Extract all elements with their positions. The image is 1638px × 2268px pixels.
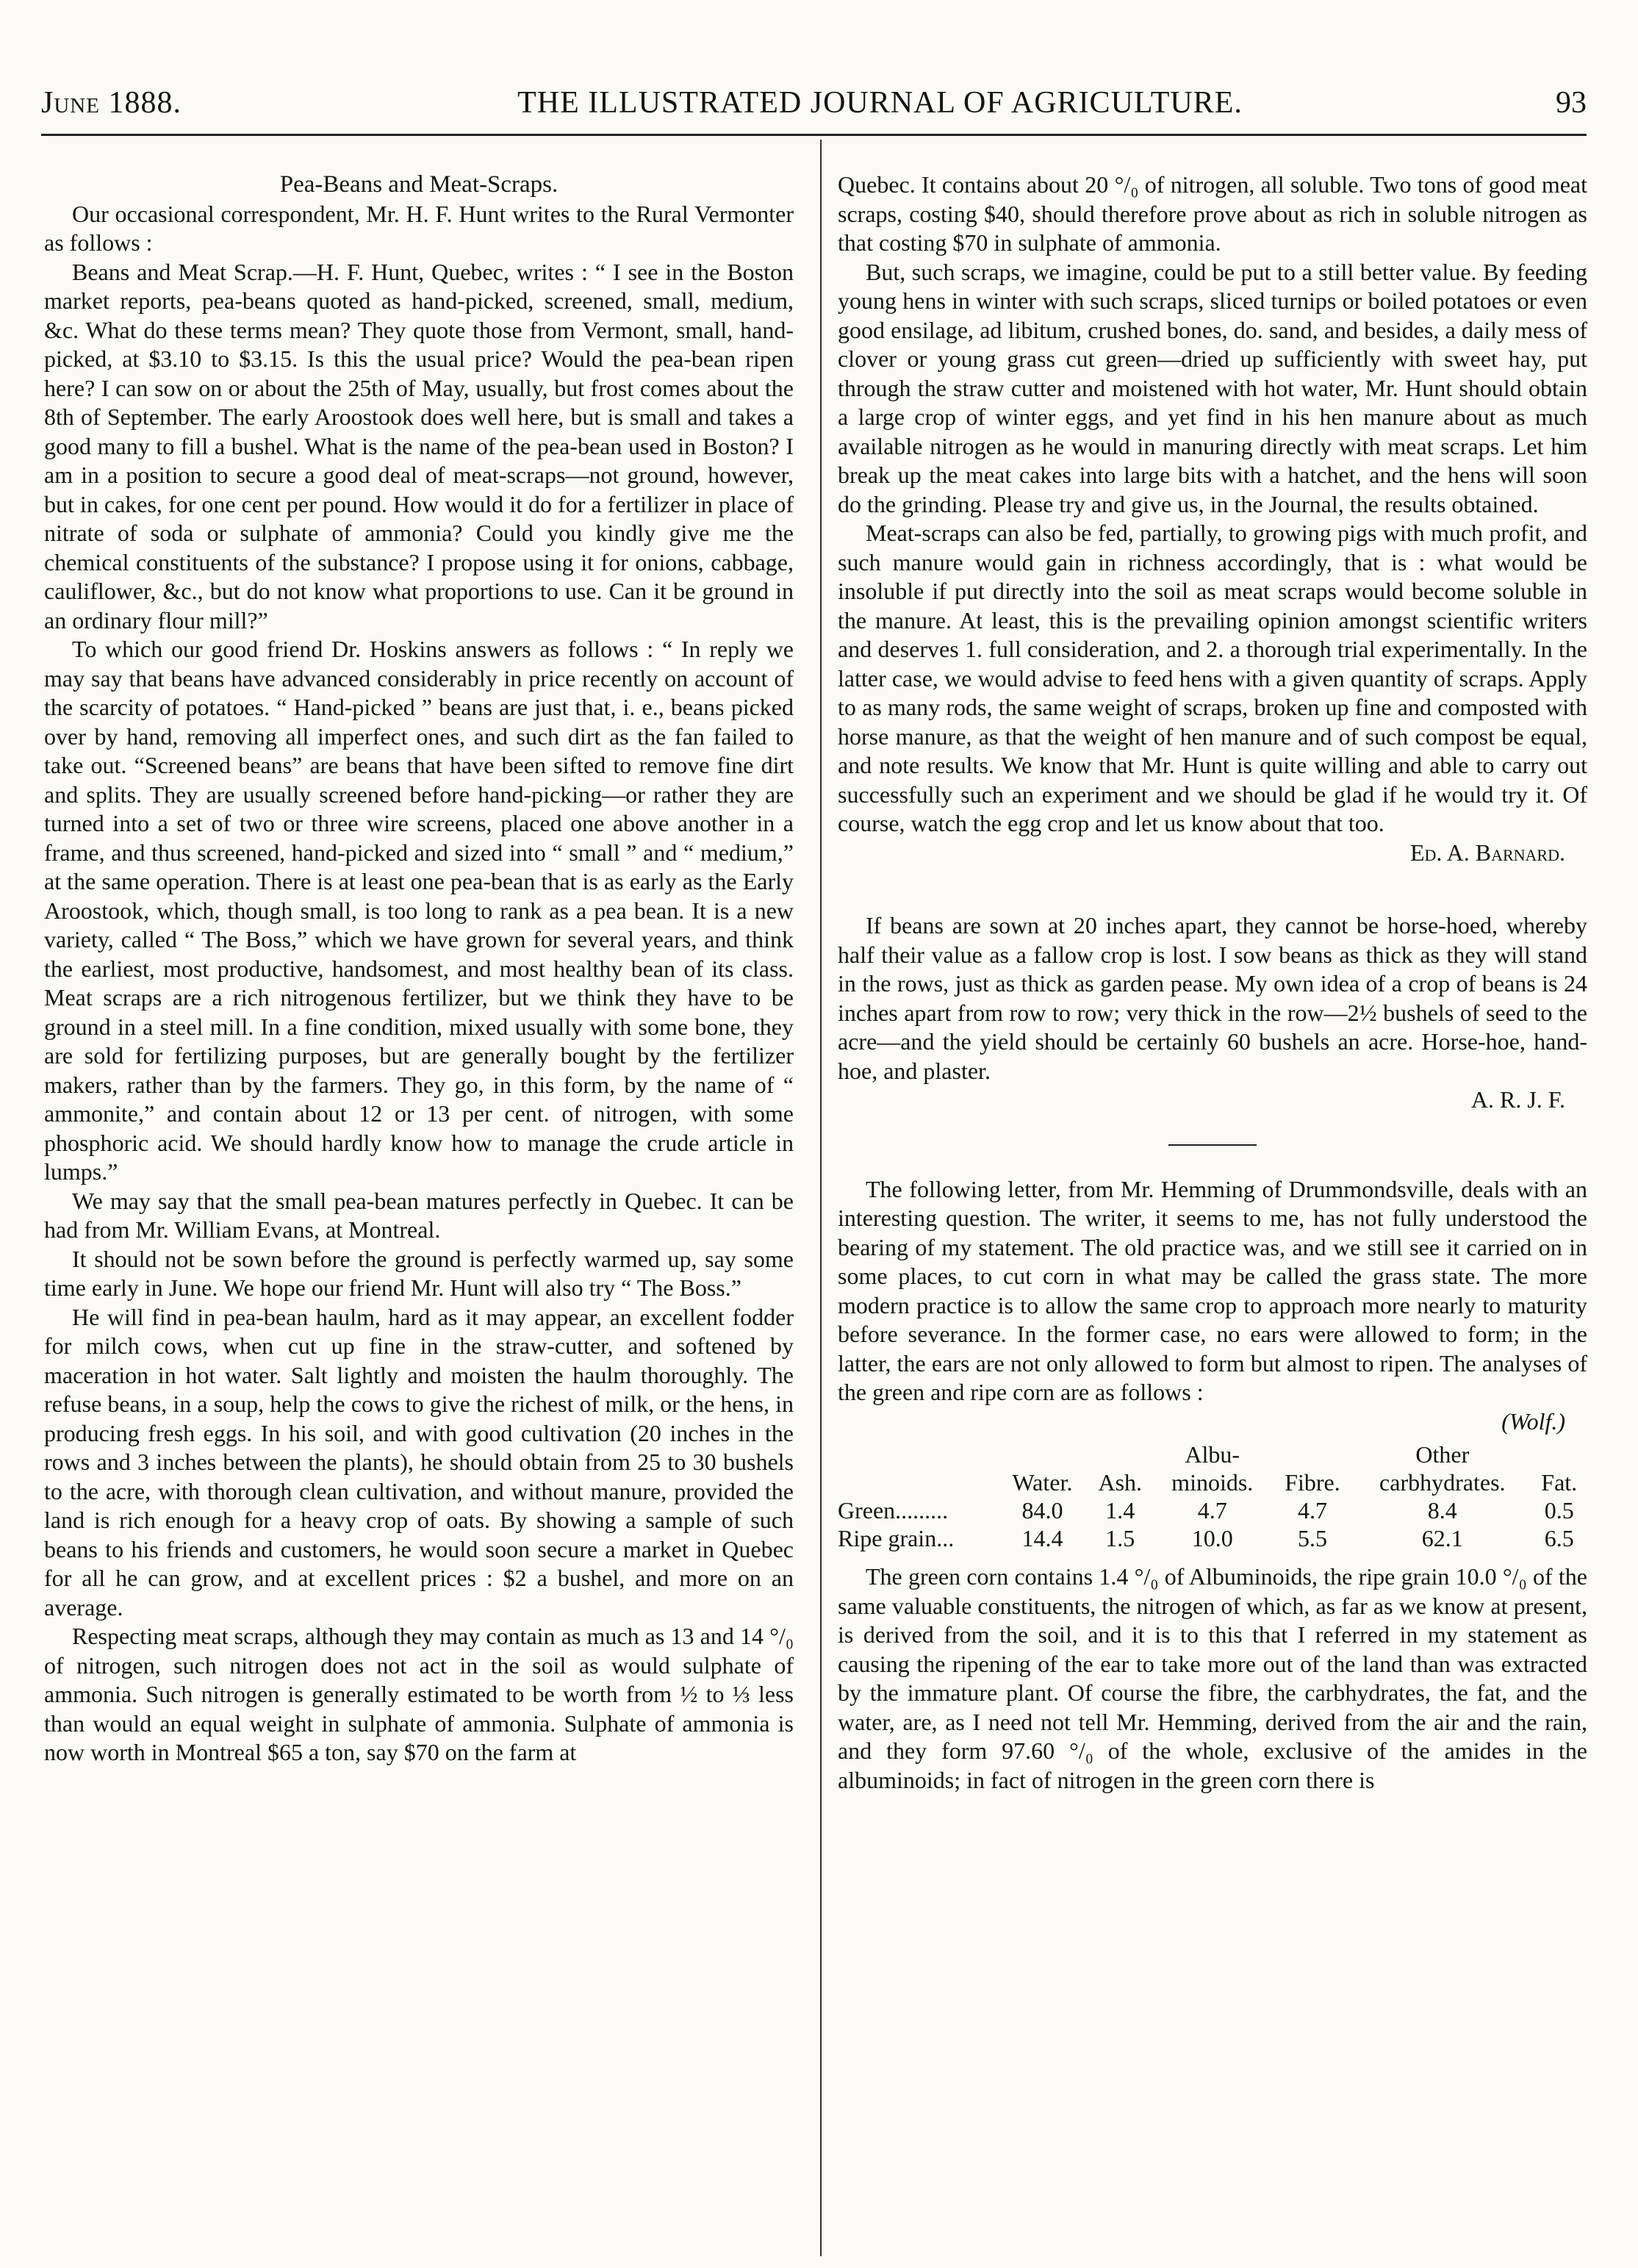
table-header-cell: carbhydrates. <box>1379 1469 1506 1496</box>
right-column <box>838 171 1587 1795</box>
left-paragraph: He will find in pea-bean haulm, hard as it may appear, an excellent fodder for milch cows, when cut up fine in the straw-cutter, and softened by maceration in hot water. Salt lightly and moisten the haulm thoroughly. The refuse beans, in a soup, help the cows to give the richest of milk, or the hens, in producing fresh eggs. In his soil, and with good cultivation (20 inches in the rows and 3 inches between the plants), he should obtain from 25 to 30 bushels to the acre, with thorough clean cultivation, and without manure, provided the land is rich enough for a heavy crop of oats. By showing a sample of such beans to his friends and customers, he would soon secure a market in Quebec for all he can grow, and at excellent prices : $2 a bushel, and more on an average. <box>44 1303 794 1621</box>
left-column <box>44 171 794 1768</box>
table-header-cell: Water. <box>1012 1469 1073 1496</box>
running-header <box>41 81 1587 125</box>
table-header-cell <box>1271 1440 1354 1468</box>
table-header-cell: Fat. <box>1541 1469 1578 1496</box>
section-rule <box>1168 1144 1257 1146</box>
right-paragraph: The green corn contains 1.4 °/₀ of Albuminoids, the ripe grain 10.0 °/₀ of the same valuable constituents, the nitrogen of which, as far as we know at present, is derived from the soil, and it is to this that I referred in my statement as causing the ripening of the ear to take more out of the land than was extracted by the immature plant. Of course the fibre, the carbhydrates, the fat, and the water, are, as I need not tell Mr. Hemming, derived from the air and the rain, and they form 97.60 °/₀ of the whole, exclusive of the amides in the albuminoids; in fact of nitrogen in the green corn there is <box>838 1563 1587 1793</box>
table-header <box>838 1468 1587 1496</box>
table-header-cell: minoids. <box>1171 1469 1254 1496</box>
table-cell: 14.4 <box>1021 1525 1063 1551</box>
header-date: June 1888. <box>41 86 182 120</box>
table-row <box>838 1496 1587 1524</box>
right-paragraph: Meat-scraps can also be fed, partially, to growing pigs with much profit, and such manure would gain in richness accordingly, that is : what would be insoluble if put directly into the soil as meat scraps would become soluble in the manure. At least, this is the prevailing opinion amongst scientific writers and deserves 1. full consideration, and 2. a thorough trial experimentally. In the latter case, we would advise to feed hens with a given quantity of scraps. Apply to as many rods, the same weight of scraps, broken up fine and composted with horse manure, as that the weight of hen manure and of such compost be equal, and note results. We know that Mr. Hunt is quite willing and able to carry out successfully such an experiment and we should be glad if he would try it. Of course, watch the egg crop and let us know about that too. <box>838 520 1587 836</box>
table-row <box>838 1524 1587 1552</box>
left-paragraph: Our occasional correspondent, Mr. H. F. Hunt writes to the Rural Vermonter as follows : <box>44 200 794 256</box>
table-header-cell <box>998 1440 1087 1468</box>
table-header-cell <box>1531 1440 1587 1468</box>
table-header-cell <box>1087 1440 1154 1468</box>
right-paragraph: The following letter, from Mr. Hemming of Drummondsville, deals with an interesting question. The writer, it seems to me, has not fully understood the bearing of my statement. The old practice was, and we still see it carried on in some places, to cut corn in what may be called the grass state. The more modern practice is to allow the same crop to approach more nearly to maturity before severance. In the former case, no ears were allowed to form; in the latter, the ears are not only allowed to form but almost to ripen. The analyses of the green and ripe corn are as follows : <box>838 1175 1587 1405</box>
table-cell: 4.7 <box>1297 1497 1327 1524</box>
table-cell: 0.5 <box>1544 1497 1574 1524</box>
table-header-cell <box>838 1440 998 1468</box>
table-cell: Ripe grain... <box>838 1525 955 1551</box>
table-header-cell: Other <box>1415 1441 1470 1468</box>
table-cell: 5.5 <box>1297 1525 1327 1551</box>
right-paragraph: If beans are sown at 20 inches apart, they cannot be horse-hoed, whereby half their value as a fallow crop is lost. I sow beans as thick as they will stand in the rows, just as thick as garden pease. My own idea of a crop of beans is 24 inches apart from row to row; very thick in the row—2½ bushels of seed to the acre—and the yield should be certainly 60 bushels an acre. Horse-hoe, hand-hoe, and plaster. <box>838 912 1587 1084</box>
right-paragraph: But, such scraps, we imagine, could be put to a still better value. By feeding young hens in winter with such scraps, sliced turnips or boiled potatoes or even good ensilage, ad libitum, crushed bones, do. sand, and besides, a daily mess of clover or young grass cut green—dried up sufficiently with sweet hay, put through the straw cutter and moistened with hot water, Mr. Hunt should obtain a large crop of winter eggs, and yet find in his hen manure about as much available nitrogen as he would in manuring directly with meat scraps. Let him break up the meat cakes into large bits with a hatchet, and the hens will soon do the grinding. Please try and give us, in the Journal, the results obtained. <box>838 258 1587 517</box>
page-number: 93 <box>1556 86 1587 120</box>
table-cell: 62.1 <box>1421 1525 1463 1551</box>
section-gap <box>838 867 1587 911</box>
article-title: Pea-Beans and Meat-Scraps. <box>279 171 558 198</box>
table-header-cell <box>838 1468 998 1496</box>
table-cell: 1.5 <box>1105 1525 1135 1551</box>
left-paragraph: To which our good friend Dr. Hoskins answers as follows : “ In reply we may say that beans have advanced considerably in price recently on account of the scarcity of potatoes. “ Hand-picked ” beans are just that, i. e., beans picked over by hand, removing all imperfect ones, and such dirt as the fan failed to take out. “Screened beans” are beans that have been sifted to remove fine dirt and splits. They are usually screened before hand-picking—or rather they are turned into a set of two or three wire screens, placed one above another in a frame, and thus screened, hand-picked and sized into “ small ” and “ medium,” at the same operation. There is at least one pea-bean that is as early as the Early Aroostook, which, though small, is too long to rank as a pea bean. It is a new variety, called “ The Boss,” which we have grown for several years, and think the earliest, most productive, handsomest, and most healthy bean of its class. Meat scraps are a rich nitrogenous fertilizer, but we think they have to be ground in a steel mill. In a fine condition, mixed usually with some bone, they are sold for fertilizing purposes, but are generally bought by the fertilizer makers, rather than by the farmers. They go, in this form, by the name of “ ammonite,” and contain about 12 or 13 per cent. of nitrogen, with some phosphoric acid. We should hardly know how to manage the crude article in lumps.” <box>44 636 794 1185</box>
table-cell: 6.5 <box>1544 1525 1574 1551</box>
table-cell: 4.7 <box>1197 1497 1227 1524</box>
left-paragraph: Beans and Meat Scrap.—H. F. Hunt, Quebec, writes : “ I see in the Boston market reports, pea-beans quoted as hand-picked, screened, small, medium, &c. What do these terms mean? They quote those from Vermont, small, hand-picked, at $3.10 to $3.15. Is this the usual price? Would the pea-bean ripen here? I can sow on or about the 25th of May, usually, but frost comes about the 8th of September. The early Aroostook does well here, but is small and takes a good many to fill a bushel. What is the name of the pea-bean used in Boston? I am in a position to secure a good deal of meat-scraps—not ground, however, but in cakes, for one cent per pound. How would it do for a fertilizer in place of nitrate of soda or sulphate of ammonia? Could you kindly give me the chemical constituents of the substance? I propose using it for onions, cabbage, cauliflower, &c., but do not know what proportions to use. Can it be ground in an ordinary flour mill?” <box>44 258 794 634</box>
left-paragraph: Respecting meat scraps, although they may contain as much as 13 and 14 °/₀ of nitrogen, such nitrogen does not act in the soil as would sulphate of ammonia. Such nitrogen is generally estimated to be worth from ½ to ⅓ less than would an equal weight in sulphate of ammonia. Sulphate of ammonia is now worth in Montreal $65 a ton, say $70 on the farm at <box>44 1623 794 1765</box>
column-divider <box>820 140 822 2256</box>
right-paragraph: Quebec. It contains about 20 °/₀ of nitrogen, all soluble. Two tons of good meat scraps, costing $40, should therefore prove about as rich in soluble nitrogen as that costing $70 in sulphate of ammonia. <box>838 171 1587 256</box>
table-cell: 1.4 <box>1105 1497 1135 1524</box>
table-header-cell: Ash. <box>1098 1469 1143 1496</box>
table-cell: 8.4 <box>1427 1497 1457 1524</box>
signature-barnard: Ed. A. Barnard. <box>1409 839 1565 866</box>
table-cell: Green......... <box>838 1497 949 1524</box>
signature-arjf: A. R. J. F. <box>1470 1086 1565 1113</box>
table-cell: 10.0 <box>1191 1525 1233 1551</box>
table-cell: 84.0 <box>1021 1497 1063 1524</box>
corn-analysis-table <box>838 1440 1587 1552</box>
table-source: (Wolf.) <box>1501 1407 1565 1435</box>
table-header-cell: Fibre. <box>1285 1469 1340 1496</box>
header-rule <box>41 134 1587 136</box>
left-paragraph: We may say that the small pea-bean matures perfectly in Quebec. It can be had from Mr. William Evans, at Montreal. <box>44 1187 794 1243</box>
left-paragraph: It should not be sown before the ground is perfectly warmed up, say some time early in June. We hope our friend Mr. Hunt will also try “ The Boss.” <box>44 1245 794 1301</box>
table-header-top <box>838 1440 1587 1468</box>
journal-title: THE ILLUSTRATED JOURNAL OF AGRICULTURE. <box>517 86 1243 120</box>
table-header-cell: Albu- <box>1185 1441 1240 1468</box>
